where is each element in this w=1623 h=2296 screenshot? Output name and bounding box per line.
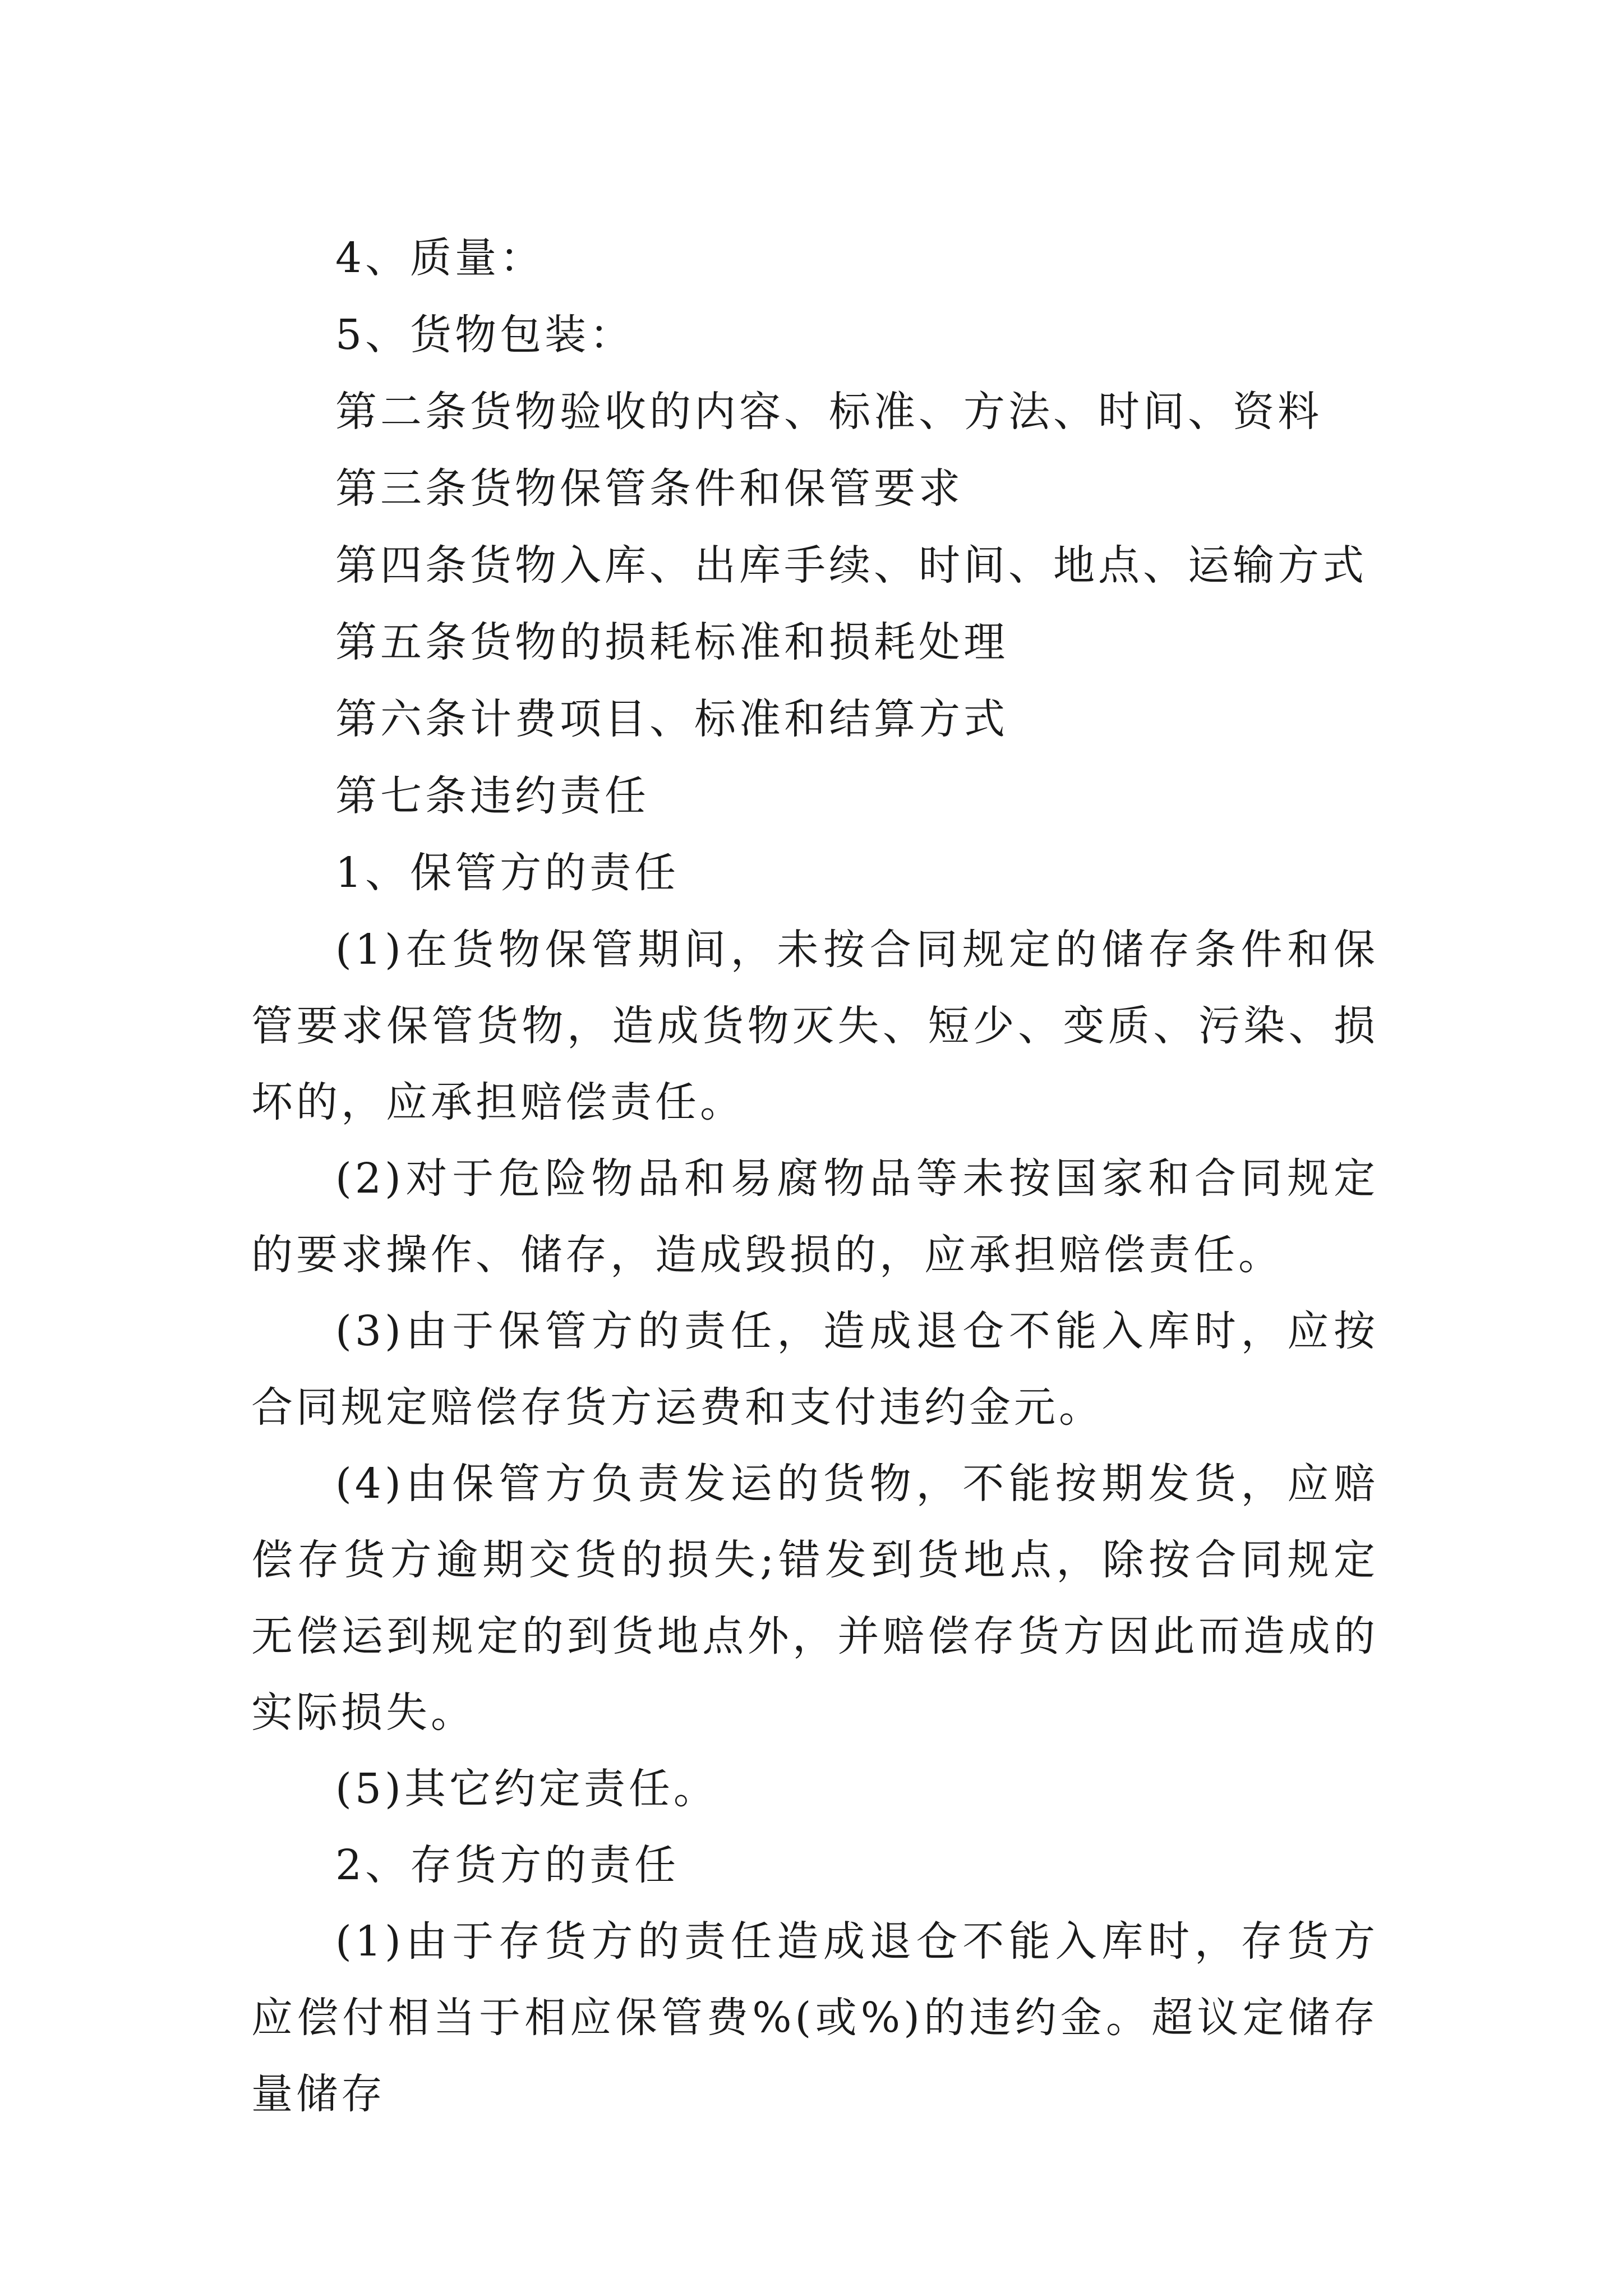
keeper-clause-4: (4)由保管方负责发运的货物，不能按期发货，应赔偿存货方逾期交货的损失;错发到货地点，除按合同规定无偿运到规定的到货地点外，并赔偿存货方因此而造成的实际损失。 bbox=[251, 1460, 1378, 1737]
article-6: 第六条计费项目、标准和结算方式 bbox=[335, 695, 1008, 743]
keeper-clause-2: (2)对于危险物品和易腐物品等未按国家和合同规定的要求操作、储存，造成毁损的，应承担赔偿责任。 bbox=[251, 1154, 1378, 1279]
keeper-liability-heading: 1、保管方的责任 bbox=[335, 849, 680, 897]
article-2: 第二条货物验收的内容、标准、方法、时间、资料 bbox=[335, 388, 1322, 436]
article-3: 第三条货物保管条件和保管要求 bbox=[335, 464, 963, 513]
depositor-liability-heading: 2、存货方的责任 bbox=[335, 1841, 680, 1889]
item-packaging: 5、货物包装： bbox=[335, 311, 635, 359]
item-quality: 4、质量： bbox=[335, 234, 545, 282]
keeper-clause-1: (1)在货物保管期间，未按合同规定的储存条件和保管要求保管货物，造成货物灭失、短少、变质、污染、损坏的，应承担赔偿责任。 bbox=[251, 926, 1378, 1126]
depositor-clause-1: (1)由于存货方的责任造成退仓不能入库时，存货方应偿付相当于相应保管费%(或%)的违约金。超议定储存量储存 bbox=[251, 1917, 1378, 2118]
document-body bbox=[251, 220, 1378, 2132]
keeper-clause-5: (5)其它约定责任。 bbox=[335, 1765, 718, 1813]
keeper-clause-3: (3)由于保管方的责任，造成退仓不能入库时，应按合同规定赔偿存货方运费和支付违约金元。 bbox=[251, 1307, 1378, 1432]
article-4: 第四条货物入库、出库手续、时间、地点、运输方式 bbox=[335, 541, 1367, 590]
article-5: 第五条货物的损耗标准和损耗处理 bbox=[335, 618, 1008, 666]
article-7: 第七条违约责任 bbox=[335, 772, 649, 820]
